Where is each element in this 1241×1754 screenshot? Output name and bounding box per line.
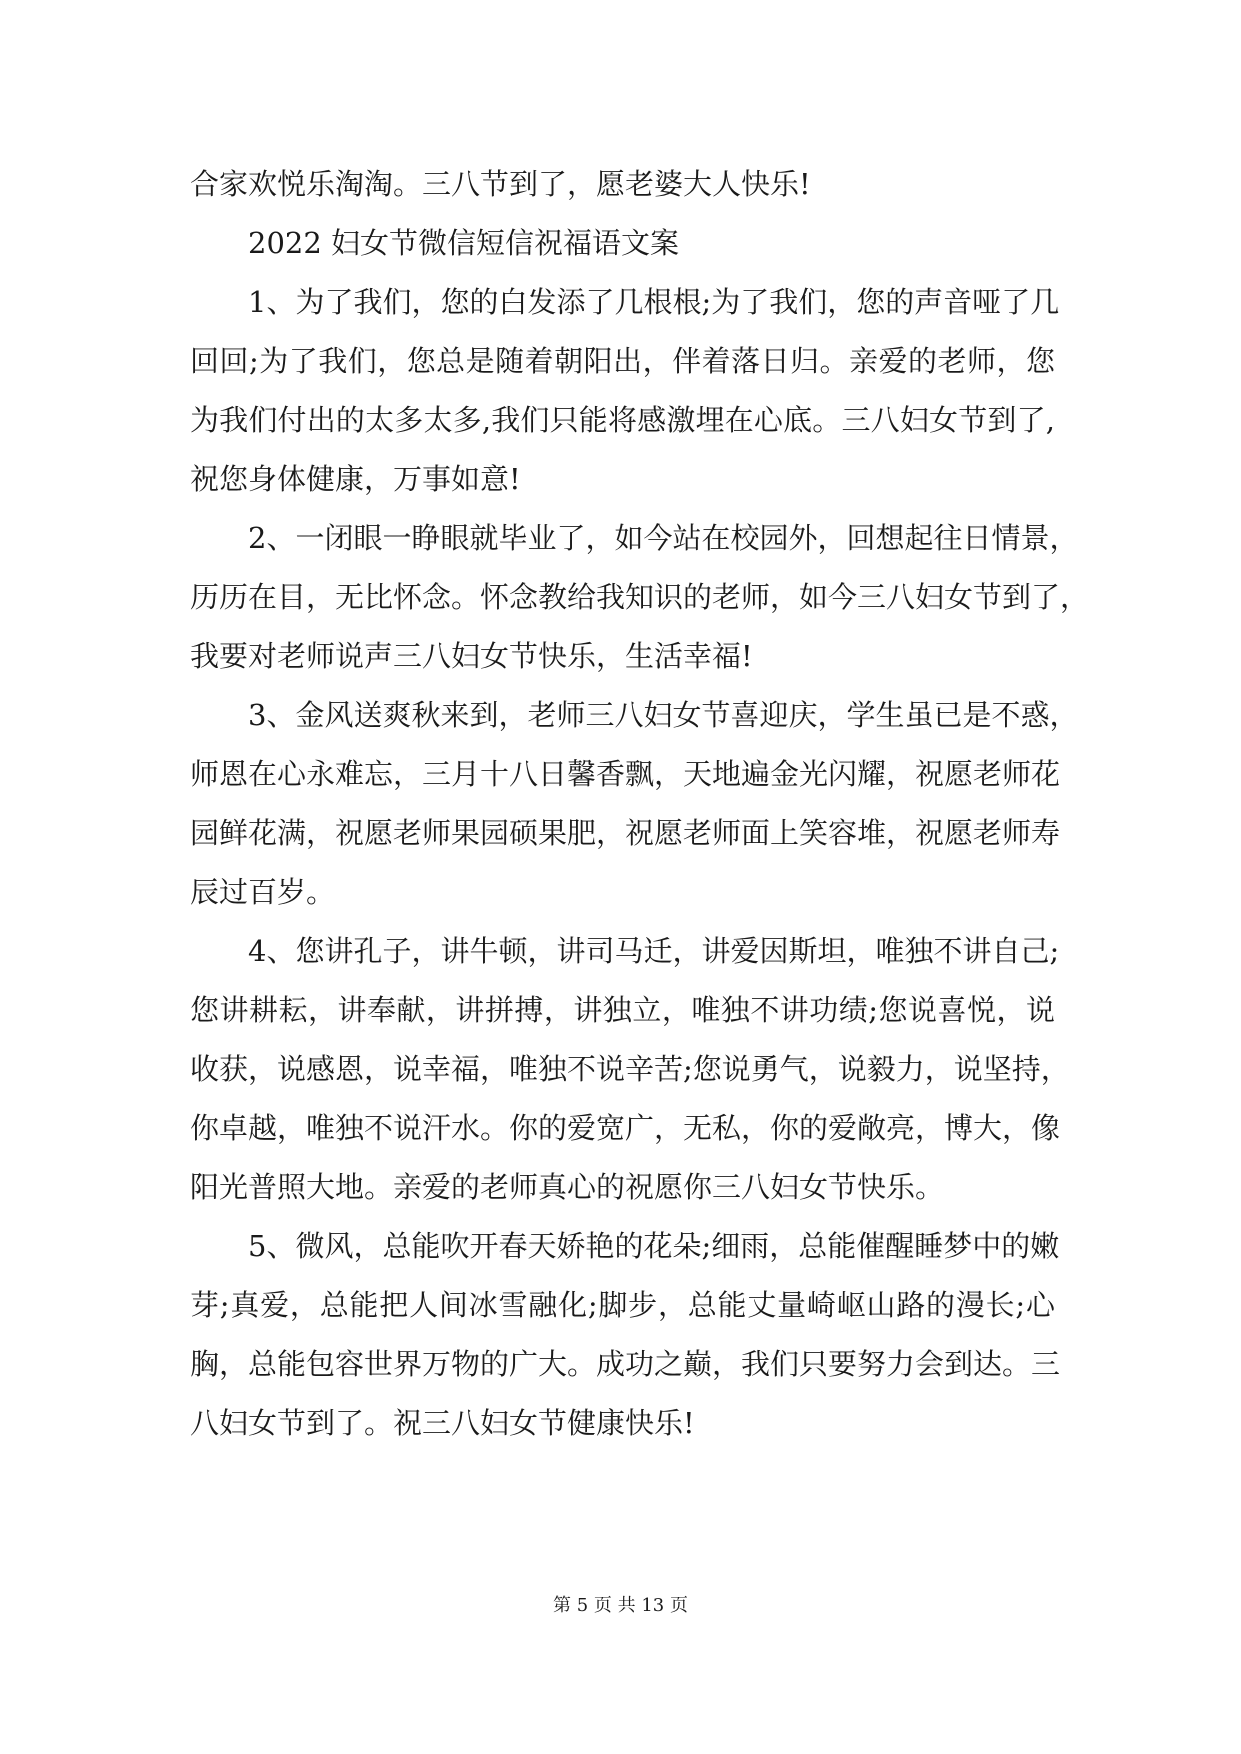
text-line: 2、一闭眼一睁眼就毕业了，如今站在校园外，回想起往日情景， (248, 521, 1079, 555)
text-line: 4、您讲孔子，讲牛顿，讲司马迁，讲爱因斯坦，唯独不讲自己; (248, 934, 1060, 968)
text-line: 芽;真爱，总能把人间冰雪融化;脚步，总能丈量崎岖山路的漫长;心 (190, 1288, 1055, 1322)
text-line: 收获，说感恩，说幸福，唯独不说辛苦;您说勇气，说毅力，说坚持， (190, 1052, 1070, 1086)
text-line: 5、微风，总能吹开春天娇艳的花朵;细雨，总能催醒睡梦中的嫩 (248, 1229, 1060, 1263)
text-line: 园鲜花满，祝愿老师果园硕果肥，祝愿老师面上笑容堆，祝愿老师寿 (190, 816, 1061, 850)
text-line: 历历在目，无比怀念。怀念教给我知识的老师，如今三八妇女节到了， (190, 580, 1090, 614)
text-line: 我要对老师说声三八妇女节快乐，生活幸福! (190, 639, 753, 673)
page-number-footer: 第 5 页 共 13 页 (553, 1595, 688, 1616)
document-body (190, 155, 1090, 1453)
text-line: 八妇女节到了。祝三八妇女节健康快乐! (190, 1406, 695, 1440)
text-line: 阳光普照大地。亲爱的老师真心的祝愿你三八妇女节快乐。 (190, 1170, 945, 1204)
text-line: 辰过百岁。 (190, 875, 336, 909)
text-line: 祝您身体健康，万事如意! (190, 462, 521, 496)
text-line: 胸，总能包容世界万物的广大。成功之巅，我们只要努力会到达。三 (190, 1347, 1061, 1381)
text-line: 师恩在心永难忘，三月十八日馨香飘，天地遍金光闪耀，祝愿老师花 (190, 757, 1061, 791)
text-line: 您讲耕耘，讲奉献，讲拼搏，讲独立，唯独不讲功绩;您说喜悦，说 (190, 993, 1055, 1027)
text-line: 回回;为了我们，您总是随着朝阳出，伴着落日归。亲爱的老师，您 (190, 344, 1055, 378)
text-line: 3、金风送爽秋来到，老师三八妇女节喜迎庆，学生虽已是不惑， (248, 698, 1079, 732)
text-line: 为我们付出的太多太多,我们只能将感激埋在心底。三八妇女节到了, (190, 403, 1055, 437)
section-heading: 2022 妇女节微信短信祝福语文案 (248, 226, 680, 260)
text-line: 合家欢悦乐淘淘。三八节到了，愿老婆大人快乐! (190, 167, 811, 201)
text-line: 1、为了我们，您的白发添了几根根;为了我们，您的声音哑了几 (248, 285, 1060, 319)
text-line: 你卓越，唯独不说汗水。你的爱宽广，无私，你的爱敞亮，博大，像 (190, 1111, 1061, 1145)
